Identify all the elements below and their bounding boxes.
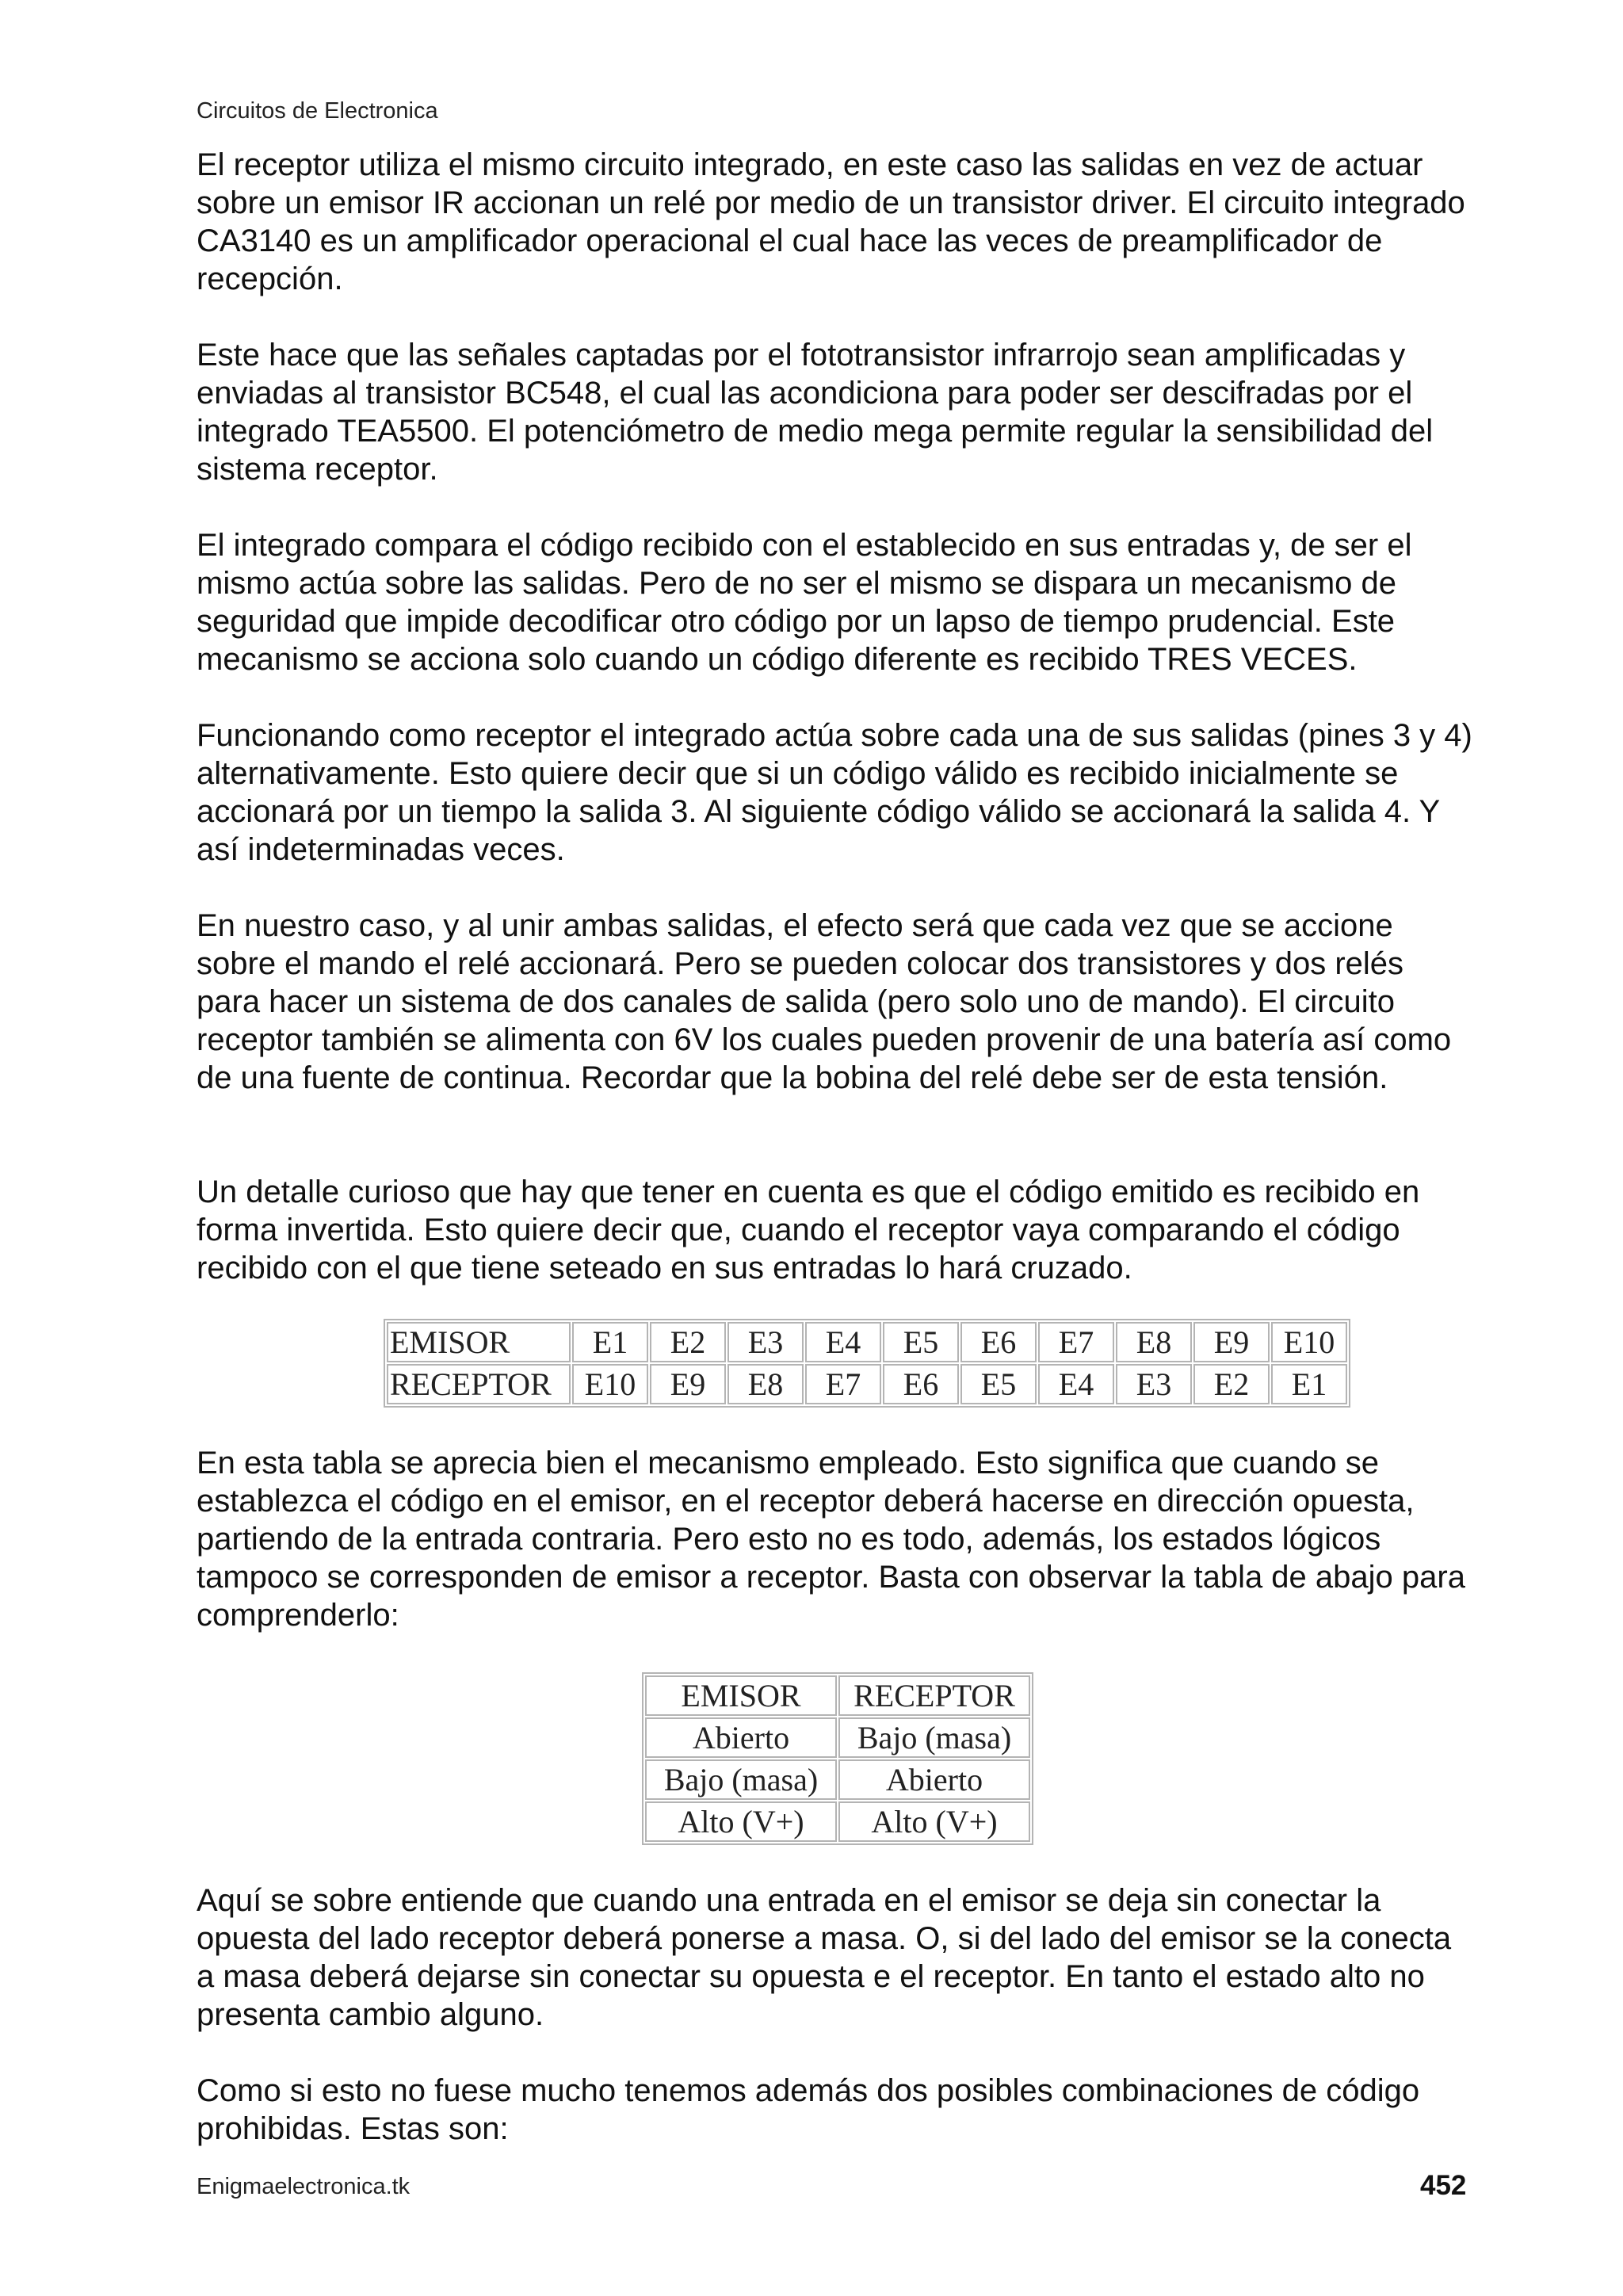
- table-cell: E6: [883, 1364, 959, 1404]
- table-cell: E7: [1038, 1322, 1114, 1362]
- table-cell: Bajo (masa): [645, 1759, 837, 1800]
- paragraph-relay-power: En nuestro caso, y al unir ambas salidas, el efecto será que cada vez que se accione sobre el mando el relé accionará. Pero se pueden colocar dos transistores y dos relés para hacer un sistema de dos canales de salida (pero solo uno de mando). El circuito receptor también se alimenta con 6V los cuales pueden provenir de una batería así como de una fuente de continua. Recordar que la bobina del relé debe ser de esta tensión.: [197, 908, 1452, 1095]
- paragraph-inverted-code: Un detalle curioso que hay que tener en cuenta es que el código emitido es recibido en forma invertida. Esto quiere decir que, cuando el receptor vaya comparando el código recibido con el que tiene seteado en sus entradas lo hará cruzado.: [197, 1175, 1420, 1286]
- table-row: [645, 1759, 1030, 1800]
- paragraph-table-explanation: En esta tabla se aprecia bien el mecanismo empleado. Esto significa que cuando se establezca el código en el emisor, en el receptor deberá hacerse en dirección opuesta, partiendo de la entrada contraria. Pero esto no es todo, además, los estados lógicos tampoco se corresponden de emisor a receptor. Basta con observar la tabla de abajo para comprenderlo:: [197, 1446, 1465, 1633]
- paragraph-state-explanation: Aquí se sobre entiende que cuando una entrada en el emisor se deja sin conectar la opuesta del lado receptor deberá ponerse a masa. O, si del lado del emisor se la conecta a masa deberá dejarse sin conectar su opuesta e el receptor. En tanto el estado alto no presenta cambio alguno.: [197, 1883, 1452, 2032]
- table-cell: E1: [1271, 1364, 1347, 1404]
- table-header-cell: EMISOR: [645, 1675, 837, 1716]
- table-cell: E7: [805, 1364, 881, 1404]
- table-header-cell: RECEPTOR: [838, 1675, 1030, 1716]
- table-cell: Alto (V+): [645, 1801, 837, 1842]
- table-cell: E9: [1193, 1322, 1270, 1362]
- table-cell: E6: [960, 1322, 1037, 1362]
- table-cell: E10: [572, 1364, 648, 1404]
- table-cell: E9: [650, 1364, 726, 1404]
- paragraph-code-comparison: El integrado compara el código recibido con el establecido en sus entradas y, de ser el mismo actúa sobre las salidas. Pero de no ser el mismo se dispara un mecanismo de seguridad que impide decodificar otro código por un lapso de tiempo prudencial. Este mecanismo se acciona solo cuando un código diferente es recibido TRES VECES.: [197, 528, 1412, 677]
- table-cell: E2: [650, 1322, 726, 1362]
- logic-states-table: [642, 1672, 1033, 1845]
- table-row: [387, 1364, 1347, 1404]
- table-cell: E1: [572, 1322, 648, 1362]
- table-cell: RECEPTOR: [387, 1364, 571, 1404]
- table-cell: E2: [1193, 1364, 1270, 1404]
- page-number: 452: [1420, 2170, 1467, 2201]
- table-row: [645, 1717, 1030, 1758]
- table-cell: E4: [1038, 1364, 1114, 1404]
- footer-site: Enigmaelectronica.tk: [197, 2174, 411, 2199]
- table-cell: EMISOR: [387, 1322, 571, 1362]
- table-cell: Bajo (masa): [838, 1717, 1030, 1758]
- paragraph-alternating-outputs: Funcionando como receptor el integrado actúa sobre cada una de sus salidas (pines 3 y 4) alternativamente. Esto quiere decir que si un código válido es recibido inicialmente se accionará por un tiempo la salida 3. Al siguiente código válido se accionará la salida 4. Y así indeterminadas veces.: [197, 718, 1472, 867]
- table-cell: Abierto: [645, 1717, 837, 1758]
- table-cell: E5: [960, 1364, 1037, 1404]
- table-row: [387, 1322, 1347, 1362]
- emitter-receptor-mapping-table: [384, 1319, 1350, 1408]
- table-cell: E8: [1116, 1322, 1192, 1362]
- table-cell: E3: [1116, 1364, 1192, 1404]
- paragraph-receptor-intro: El receptor utiliza el mismo circuito integrado, en este caso las salidas en vez de actuar sobre un emisor IR accionan un relé por medio de un transistor driver. El circuito integrado CA3140 es un amplificador operacional el cual hace las veces de preamplificador de recepción.: [197, 147, 1465, 296]
- running-header: Circuitos de Electronica: [197, 98, 438, 124]
- paragraph-amplification: Este hace que las señales captadas por el fototransistor infrarrojo sean amplificadas y enviadas al transistor BC548, el cual las acondiciona para poder ser descifradas por el integrado TEA5500. El potenciómetro de medio mega permite regular la sensibilidad del sistema receptor.: [197, 338, 1434, 487]
- table-cell: E10: [1271, 1322, 1347, 1362]
- table-cell: Alto (V+): [838, 1801, 1030, 1842]
- table-cell: E5: [883, 1322, 959, 1362]
- table-cell: E3: [727, 1322, 804, 1362]
- table-cell: Abierto: [838, 1759, 1030, 1800]
- table-cell: E8: [727, 1364, 804, 1404]
- paragraph-forbidden-codes: Como si esto no fuese mucho tenemos además dos posibles combinaciones de código prohibidas. Estas son:: [197, 2073, 1420, 2146]
- table-row: [645, 1675, 1030, 1716]
- table-cell: E4: [805, 1322, 881, 1362]
- table-row: [645, 1801, 1030, 1842]
